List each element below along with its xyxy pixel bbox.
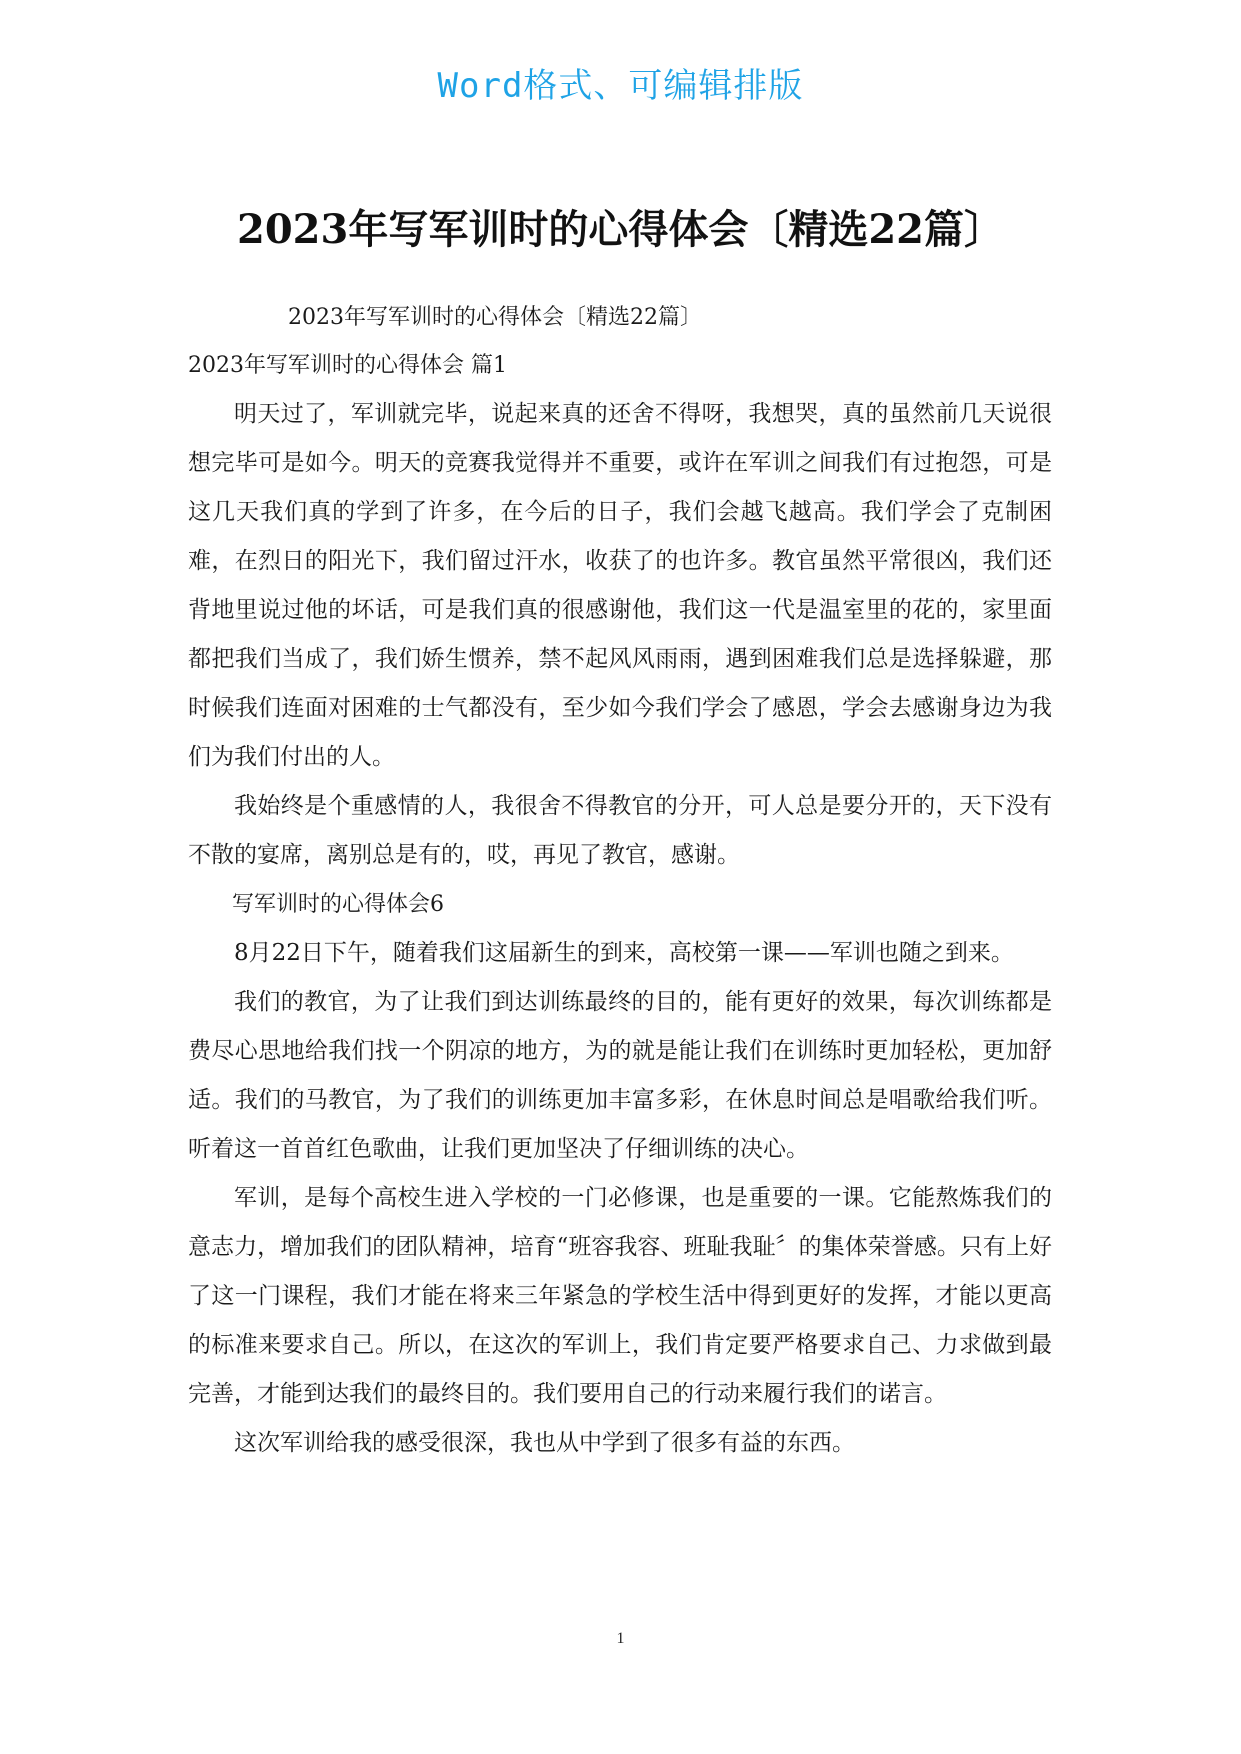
paragraph: 我始终是个重感情的人，我很舍不得教官的分开，可人总是要分开的，天下没有不散的宴席，离别总是有的，哎，再见了教官，感谢。 [188,793,1052,868]
document-body [188,300,1052,1468]
header-banner: Word格式、可编辑排版 [437,66,804,106]
paragraph: 8月22日下午，随着我们这届新生的到来，高校第一课——军训也随之到来。 [234,940,1014,966]
section-heading-1: 2023年写军训时的心得体会 篇1 [188,353,507,378]
document-title: 2023年写军训时的心得体会〔精选22篇〕 [237,206,1004,253]
paragraph: 军训，是每个高校生进入学校的一门必修课，也是重要的一课。它能熬炼我们的意志力，增加我们的团队精神，培育“班容我容、班耻我耻〞的集体荣誉感。只有上好了这一门课程，我们才能在将来三年紧急的学校生活中得到更好的发挥，才能以更高的标准来要求自己。所以，在这次的军训上，我们肯定要严格要求自己、力求做到最完善，才能到达我们的最终目的。我们要用自己的行动来履行我们的诺言。 [188,1185,1052,1407]
paragraph: 明天过了，军训就完毕，说起来真的还舍不得呀，我想哭，真的虽然前几天说很想完毕可是如今。明天的竞赛我觉得并不重要，或许在军训之间我们有过抱怨，可是这几天我们真的学到了许多，在今后的日子，我们会越飞越高。我们学会了克制困难，在烈日的阳光下，我们留过汗水，收获了的也许多。教官虽然平常很凶，我们还背地里说过他的坏话，可是我们真的很感谢他，我们这一代是温室里的花的，家里面都把我们当成了，我们娇生惯养，禁不起风风雨雨，遇到困难我们总是选择躲避，那时候我们连面对困难的士气都没有，至少如今我们学会了感恩，学会去感谢身边为我们为我们付出的人。 [188,401,1052,770]
paragraph: 这次军训给我的感受很深，我也从中学到了很多有益的东西。 [234,1430,855,1456]
page-number: 1 [616,1630,625,1647]
document-subtitle: 2023年写军训时的心得体会〔精选22篇〕 [288,305,702,330]
section-heading-6: 写军训时的心得体会6 [232,892,444,917]
paragraph: 我们的教官，为了让我们到达训练最终的目的，能有更好的效果，每次训练都是费尽心思地给我们找一个阴凉的地方，为的就是能让我们在训练时更加轻松，更加舒适。我们的马教官，为了我们的训练更加丰富多彩，在休息时间总是唱歌给我们听。听着这一首首红色歌曲，让我们更加坚决了仔细训练的决心。 [188,989,1052,1162]
